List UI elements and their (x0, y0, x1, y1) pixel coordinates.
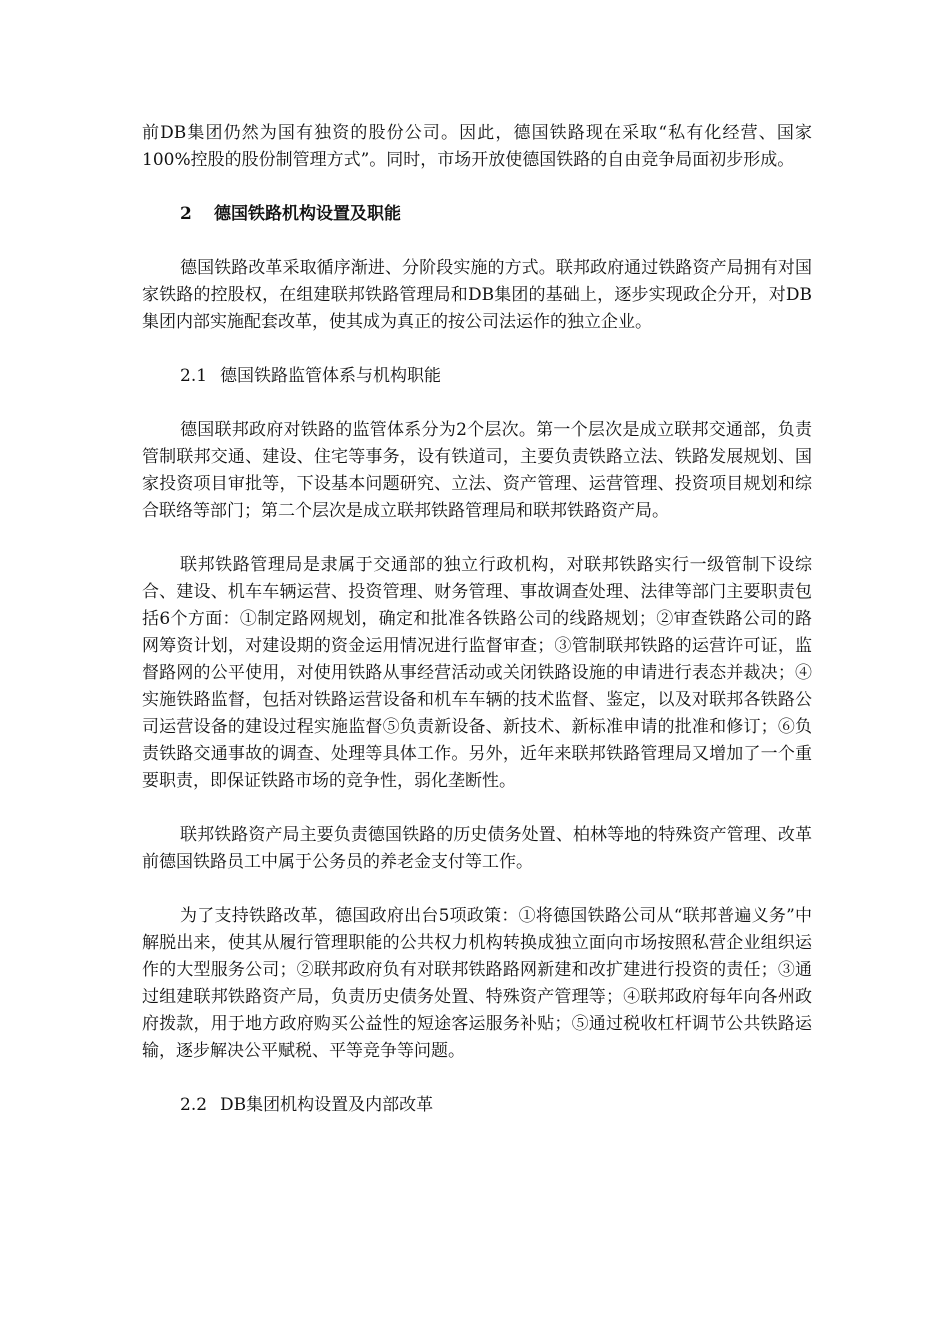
paragraph-asset-bureau: 联邦铁路资产局主要负责德国铁路的历史债务处置、柏林等地的特殊资产管理、改革前德国铁路员工中属于公务员的养老金支付等工作。 (142, 825, 812, 872)
paragraph-railway-authority: 联邦铁路管理局是隶属于交通部的独立行政机构，对联邦铁路实行一级管制下设综合、建设、机车车辆运营、投资管理、财务管理、事故调查处理、法律等部门主要职责包括6个方面：①制定路网规划，确定和批准各铁路公司的线路规划；②审查铁路公司的路网筹资计划，对建设期的资金运用情况进行监督审查；③管制联邦铁路的运营许可证，监督路网的公平使用，对使用铁路从事经营活动或关闭铁路设施的申请进行表态并裁决；④实施铁路监督，包括对铁路运营设备和机车车辆的技术监督、鉴定，以及对联邦各铁路公司运营设备的建设过程实施监督⑤负责新设备、新技术、新标准申请的批准和修订；⑥负责铁路交通事故的调查、处理等具体工作。另外，近年来联邦铁路管理局又增加了一个重要职责，即保证铁路市场的竞争性，弱化垄断性。 (142, 555, 812, 791)
section-number: 2 (180, 204, 192, 224)
paragraph-intro: 前DB集团仍然为国有独资的股份公司。因此，德国铁路现在采取“私有化经营、国家100%控股的股份制管理方式”。同时，市场开放使德国铁路的自由竞争局面初步形成。 (142, 123, 812, 170)
section-title: 德国铁路监管体系与机构职能 (220, 366, 441, 386)
section-heading-2-1 (142, 363, 812, 390)
section-title: DB集团机构设置及内部改革 (220, 1095, 434, 1115)
section-heading-2-2 (142, 1092, 812, 1119)
document-page (142, 120, 812, 1119)
section-number: 2.1 (180, 366, 208, 386)
section-heading-2 (142, 201, 812, 228)
paragraph-policies: 为了支持铁路改革，德国政府出台5项政策：①将德国铁路公司从“联邦普遍义务”中解脱出来，使其从履行管理职能的公共权力机构转换成独立面向市场按照私营企业组织运作的大型服务公司；②联邦政府负有对联邦铁路路网新建和改扩建进行投资的责任；③通过组建联邦铁路资产局，负责历史债务处置、特殊资产管理等；④联邦政府每年向各州政府拨款，用于地方政府购买公益性的短途客运服务补贴；⑤通过税收杠杆调节公共铁路运输，逐步解决公平赋税、平等竞争等问题。 (142, 906, 812, 1061)
paragraph-regulatory-system: 德国联邦政府对铁路的监管体系分为2个层次。第一个层次是成立联邦交通部，负责管制联邦交通、建设、住宅等事务，设有铁道司，主要负责铁路立法、铁路发展规划、国家投资项目审批等，下设基本问题研究、立法、资产管理、运营管理、投资项目规划和综合联络等部门；第二个层次是成立联邦铁路管理局和联邦铁路资产局。 (142, 420, 812, 521)
section-number: 2.2 (180, 1095, 208, 1115)
paragraph-section-2: 德国铁路改革采取循序渐进、分阶段实施的方式。联邦政府通过铁路资产局拥有对国家铁路的控股权，在组建联邦铁路管理局和DB集团的基础上，逐步实现政企分开，对DB集团内部实施配套改革，使其成为真正的按公司法运作的独立企业。 (142, 258, 812, 332)
section-title: 德国铁路机构设置及职能 (214, 204, 401, 224)
